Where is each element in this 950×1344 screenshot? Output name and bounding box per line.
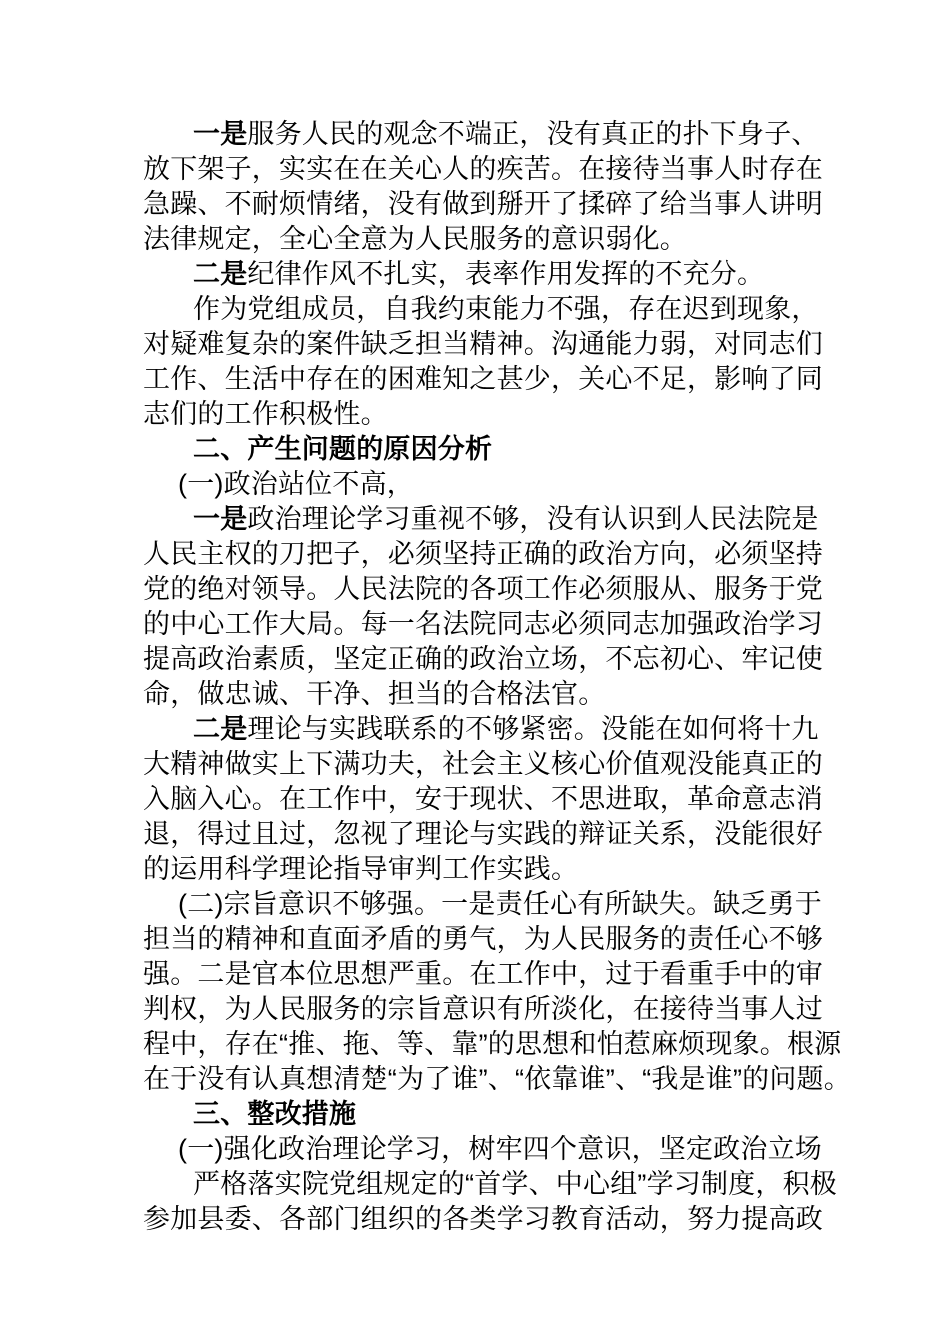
text-line — [143, 292, 819, 327]
line-text-segment: 程中，存在“推、拖、等、靠”的思想和怕惹麻烦现象。根源 — [143, 1029, 842, 1059]
line-bold-segment: 一是 — [193, 119, 248, 149]
line-text-segment: 的运用科学理论指导审判工作实践。 — [143, 854, 579, 884]
text-line — [143, 1202, 823, 1237]
line-text-segment: 担当的精神和直面矛盾的勇气，为人民服务的责任心不够 — [143, 924, 823, 954]
text-line — [143, 117, 819, 152]
line-text-segment: (一)强化政治理论学习，树牢四个意识，坚定政治立场 — [178, 1134, 822, 1164]
line-text-segment: 理论与实践联系的不够紧密。没能在如何将十九 — [247, 714, 819, 744]
line-text-segment: 服务人民的观念不端正，没有真正的扑下身子、 — [247, 119, 819, 149]
text-line — [143, 642, 823, 677]
line-text-segment: 党的绝对领导。人民法院的各项工作必须服从、服务于党 — [143, 574, 823, 604]
text-line — [143, 362, 823, 397]
text-line — [143, 1097, 812, 1132]
line-text-segment: (一)政治站位不高， — [178, 469, 414, 499]
line-text-segment: 退，得过且过，忽视了理论与实践的辩证关系，没能很好 — [143, 819, 823, 849]
line-text-segment: 法律规定，全心全意为人民服务的意识弱化。 — [143, 224, 687, 254]
line-text-segment: 志们的工作积极性。 — [143, 399, 388, 429]
text-line — [143, 222, 812, 257]
text-line — [143, 1167, 837, 1202]
text-line — [143, 957, 823, 992]
text-line — [143, 502, 819, 537]
line-text-segment: 对疑难复杂的案件缺乏担当精神。沟通能力弱，对同志们 — [143, 329, 823, 359]
line-bold-segment: 二是 — [193, 259, 248, 289]
line-text-segment: 急躁、不耐烦情绪，没有做到掰开了揉碎了给当事人讲明 — [143, 189, 823, 219]
line-text-segment: 的中心工作大局。每一名法院同志必须同志加强政治学习 — [143, 609, 823, 639]
line-bold-segment: 三、整改措施 — [193, 1099, 357, 1129]
line-text-segment: 放下架子，实实在在关心人的疾苦。在接待当事人时存在 — [143, 154, 823, 184]
line-text-segment: 强。二是官本位思想严重。在工作中，过于看重手中的审 — [143, 959, 823, 989]
line-text-segment: 大精神做实上下满功夫，社会主义核心价值观没能真正的 — [143, 749, 823, 779]
line-text-segment: 入脑入心。在工作中，安于现状、不思进取，革命意志消 — [143, 784, 823, 814]
text-line — [143, 712, 819, 747]
line-text-segment: 判权，为人民服务的宗旨意识有所淡化，在接待当事人过 — [143, 994, 823, 1024]
text-line — [143, 257, 812, 292]
text-line — [143, 747, 823, 782]
line-text-segment: 提高政治素质，坚定正确的政治立场，不忘初心、牢记使 — [143, 644, 823, 674]
text-line — [143, 467, 812, 502]
line-text-segment: 在于没有认真想清楚“为了谁”、“依靠谁”、“我是谁”的问题。 — [143, 1064, 851, 1094]
text-line — [143, 537, 823, 572]
line-text-segment: 政治理论学习重视不够，没有认识到人民法院是 — [247, 504, 819, 534]
text-line — [143, 1027, 842, 1062]
text-line — [143, 327, 823, 362]
text-line — [143, 992, 823, 1027]
text-line — [143, 432, 812, 467]
document-text-block — [143, 117, 851, 1237]
line-bold-segment: 一是 — [193, 504, 248, 534]
line-text-segment: 命，做忠诚、干净、担当的合格法官。 — [143, 679, 606, 709]
text-line — [143, 782, 823, 817]
line-text-segment: 工作、生活中存在的困难知之甚少，关心不足，影响了同 — [143, 364, 823, 394]
text-line — [143, 677, 812, 712]
line-text-segment: 参加县委、各部门组织的各类学习教育活动，努力提高政 — [143, 1204, 823, 1234]
line-text-segment: 纪律作风不扎实，表率作用发挥的不充分。 — [247, 259, 765, 289]
line-text-segment: 人民主权的刀把子，必须坚持正确的政治方向，必须坚持 — [143, 539, 823, 569]
line-bold-segment: 二、产生问题的原因分析 — [193, 434, 493, 464]
text-line — [143, 922, 823, 957]
text-line — [143, 1062, 851, 1097]
line-bold-segment: 二是 — [193, 714, 248, 744]
text-line — [143, 572, 823, 607]
text-line — [143, 887, 822, 922]
text-line — [143, 607, 823, 642]
text-line — [143, 1132, 822, 1167]
line-text-segment: (二)宗旨意识不够强。一是责任心有所缺失。缺乏勇于 — [178, 889, 822, 919]
text-line — [143, 397, 812, 432]
line-text-segment: 严格落实院党组规定的“首学、中心组”学习制度，积极 — [193, 1169, 837, 1199]
line-text-segment: 作为党组成员，自我约束能力不强，存在迟到现象， — [193, 294, 819, 324]
text-line — [143, 817, 823, 852]
text-line — [143, 187, 823, 222]
text-line — [143, 152, 823, 187]
text-line — [143, 852, 812, 887]
